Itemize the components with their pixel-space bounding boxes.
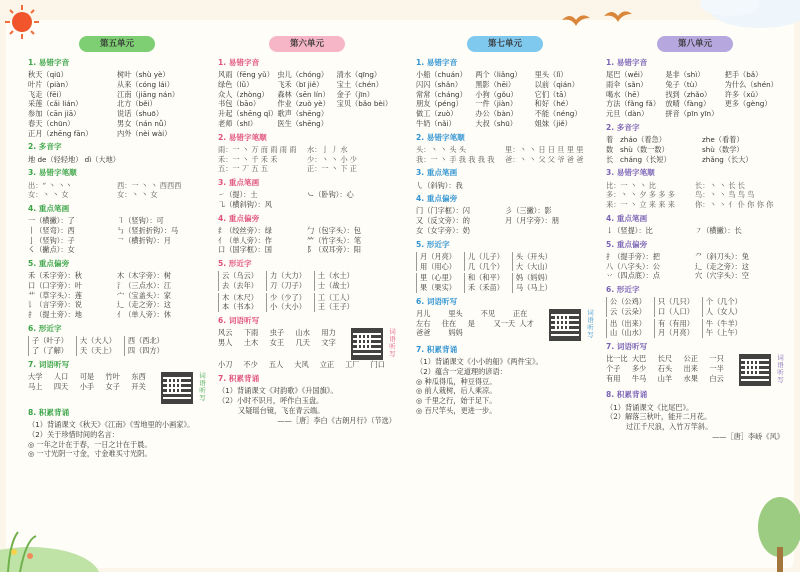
- stroke-order-row: 来：⼀ ⼂ 立 来 来 来 你：⼂ ⼂ 亻 仆 你 你 你: [606, 199, 774, 209]
- list-item: 艹（草字头）：莲 宀（宝盖头）：家: [28, 290, 171, 300]
- recite-line: （2）关于珍惜时间的名言：: [28, 429, 119, 439]
- recite-line: （1）背诵课文《小小的船》《两件宝》。: [416, 357, 543, 367]
- list-item: 个子 多少 石头 出来 一半: [606, 364, 724, 374]
- similar-char-groups: 出（出来） 山（山水） 有（有用） 月（月亮） 牛（牛羊） 午（上午）: [606, 319, 784, 338]
- verse-line: ◎ 一寸光阴一寸金，寸金难买寸光阴。: [28, 449, 152, 459]
- sun-icon: [4, 4, 40, 40]
- list-item: 又（反文旁）：的 月（月字旁）：朋: [416, 216, 559, 226]
- qr-code[interactable]: [161, 372, 193, 404]
- list-item: 升起（shēng qǐ） 歌声（shēng）: [218, 109, 329, 119]
- list-item: 秋天（qiū） 树叶（shù yè）: [28, 70, 170, 80]
- list-item: 丷（四点底）：点 穴（穴字头）：空: [606, 271, 749, 281]
- list-item: 风雨（fēng yǔ） 虫儿（chóng） 清水（qīng）: [218, 70, 382, 80]
- verse-line: ◎ 千里之行，始于足下。: [416, 396, 497, 406]
- unit-title: 第七单元: [467, 36, 543, 52]
- verse-line: ◎ 百尺竿头，更进一步。: [416, 405, 497, 415]
- list-item: 亅（竖钩）：子 ㇖（横折钩）：月: [28, 235, 171, 245]
- section-heading: 4. 重点偏旁: [218, 213, 260, 223]
- section-heading: 4. 重点偏旁: [416, 194, 458, 204]
- list-item: 方法（fǎng fǎ） 放晴（fàng） 更多（gèng）: [606, 99, 772, 109]
- section-heading: 2. 易错字笔顺: [218, 132, 267, 142]
- recite-line: （1）背诵课文《比尾巴》。: [606, 402, 694, 412]
- unit-6-column: [218, 36, 396, 556]
- list-item: 正月（zhēng fān） 内外（nèi wài）: [28, 128, 172, 138]
- list-item: 小船（chuán） 两个（liǎng） 里头（lǐ）: [416, 70, 568, 80]
- section-heading: 7. 词语听写: [28, 359, 70, 369]
- similar-char-groups: 公（公鸡） 云（云朵） 只（几只） 口（人口） 个（几个） 人（女人）: [606, 297, 784, 316]
- section-heading: 5. 形近字: [218, 259, 252, 269]
- list-item: 爸爸 妈妈: [416, 328, 463, 338]
- qr-code[interactable]: [739, 354, 771, 386]
- section-heading: 3. 重点笔画: [416, 168, 458, 178]
- poem-author: ——［唐］李白《古朗月行》（节选）: [277, 415, 396, 425]
- section-heading: 6. 形近字: [606, 285, 640, 295]
- section-heading: 1. 易错字音: [28, 58, 70, 67]
- section-heading: 7. 积累背诵: [416, 345, 458, 354]
- list-item: 老师（shī） 医生（shēng）: [218, 118, 328, 128]
- list-item: 纟（绞丝旁）：绿 勹（包字头）：包: [218, 225, 361, 235]
- list-item: 风云 下雨 虫子 山水 用力: [218, 328, 336, 338]
- recite-line: （1）背诵课文《对韵歌》《升国旗》。: [218, 386, 338, 396]
- qr-label: 词语听写: [388, 328, 396, 359]
- stroke-order-row: 比：⼀ ⼂ ⼂ 比 长：⼂ ⼂ 长 长: [606, 180, 745, 190]
- recite-line: （2）蕴含一定道理的谚语：: [416, 366, 507, 376]
- verse-line: 过江千尺浪，入竹万竿斜。: [626, 422, 713, 432]
- qr-code[interactable]: [549, 309, 581, 341]
- list-item: 月儿 里头 不见 正在: [416, 309, 528, 318]
- list-item: 闪闪（shǎn） 黑影（hēi） 以前（qián）: [416, 79, 579, 89]
- section-heading: 5. 形近字: [416, 239, 450, 249]
- list-item: 做工（zuò） 办公（bàn） 不能（néng）: [416, 109, 582, 119]
- stroke-order-row: 我：⼀ ⼂ 手 我 我 我 我 爸：⼂ ⼂ 父 父 爷 爸 爸: [416, 154, 584, 164]
- stroke-order-row: 禾：⼀ ⼂ 千 禾 禾 少：⼂ ⼂ 小 少: [218, 154, 357, 164]
- section-heading: 5. 重点偏旁: [28, 259, 70, 269]
- birds-icon: [558, 6, 638, 32]
- verse-line: 又疑瑶台镜，飞在青云端。: [238, 405, 325, 415]
- list-item: 飞走（fēi） 江南（jiāng nán）: [28, 89, 180, 99]
- section-heading: 8. 积累背诵: [28, 407, 70, 417]
- list-item: 大学 人口 可是 竹叶 东西: [28, 371, 146, 381]
- section-heading: 6. 词语听写: [416, 296, 458, 306]
- list-item: 讠（言字旁）：说 辶（走之旁）：这: [28, 300, 171, 310]
- list-item: 参加（cān jiā） 说话（shuō）: [28, 109, 164, 119]
- section-heading: 6. 词语听写: [218, 316, 260, 326]
- section-heading: 2. 多音字: [606, 122, 640, 132]
- stroke-order-row: 出：“ ⼂ ⼂⼂ 西：⼀ ⼂ ⼂ 西西西: [28, 180, 182, 190]
- section-heading: 1. 易错字音: [416, 58, 458, 67]
- section-heading: 1. 易错字音: [218, 58, 260, 67]
- list-item: ㇂（斜钩）：我: [416, 180, 463, 190]
- list-item: 女（女字旁）：奶: [416, 225, 470, 235]
- qr-label: 词语听写: [586, 309, 594, 339]
- poem-author: ——［唐］李峤《风》: [712, 431, 784, 441]
- list-item: 口（国字框）：国 阝（双耳旁）：阳: [218, 245, 361, 255]
- section-heading: 5. 重点偏旁: [606, 239, 648, 249]
- list-item: 常常（cháng） 小狗（gǒu） 它们（tā）: [416, 89, 571, 99]
- list-item: 叶片（piàn） 从来（cóng lái）: [28, 79, 174, 89]
- unit-title: 第六单元: [269, 36, 345, 52]
- unit-7-column: [416, 36, 594, 556]
- qr-code[interactable]: [351, 328, 383, 360]
- verse-line: （2）解落三秋叶，能开二月花。: [606, 412, 712, 422]
- list-item: ㇛（撇点）：女: [28, 245, 75, 255]
- list-item: ㇈（横斜钩）：风: [218, 199, 272, 209]
- verse-line: （2）小时不识月，呼作白玉盘。: [218, 396, 324, 406]
- similar-char-groups: 子（叶子） 了（了解） 大（大人） 天（天上） 西（西北） 四（四方）: [28, 336, 206, 355]
- list-item: 喝水（hē） 找到（zhǎo） 许多（xǔ）: [606, 89, 763, 99]
- stroke-order-row: 多：⼂ ⼂ 夕 多 多 多 鸟：⼂ ⼂ 鸟 鸟 鸟: [606, 190, 755, 200]
- list-item: 牛奶（nǎi） 大叔（shū） 姐妹（jiě）: [416, 118, 572, 128]
- list-item: 有用 牛马 山羊 水果 白云: [606, 373, 724, 383]
- unit-title: 第八单元: [657, 36, 733, 52]
- list-item: 尾巴（wěi） 是非（shì） 把手（bǎ）: [606, 70, 763, 80]
- recite-line: （1）背诵课文《秋天》《江南》《雪地里的小画家》。: [28, 420, 195, 430]
- similar-char-groups: 木（木尺） 本（书本） 少（少了） 小（大小） 工（工人） 王（王子）: [218, 293, 396, 312]
- section-heading: 7. 词语听写: [606, 342, 648, 352]
- list-item: 禾（禾字旁）：秋 木（木字旁）：树: [28, 271, 171, 281]
- unit-title: 第五单元: [79, 36, 155, 52]
- verse-line: ◎ 种瓜得瓜，种豆得豆。: [416, 376, 497, 386]
- list-item: 众人（zhòng） 森林（sēn lín） 金子（jīn）: [218, 89, 374, 99]
- qr-label: 词语听写: [776, 354, 784, 385]
- list-item: 口（口字旁）：叶 氵（三点水）：江: [28, 281, 171, 291]
- list-item: 左右 住在 是 又一天 人才: [416, 318, 534, 328]
- verse-line: ◎ 一年之计在于春，一日之计在于晨。: [28, 439, 152, 449]
- list-item: 男人 土木 女王 几天 文字: [218, 338, 336, 348]
- list-item: 比一比 大巴 长尺 公正 一只: [606, 354, 724, 364]
- section-heading: 3. 易错字笔顺: [606, 168, 655, 178]
- list-item: 长 cháng（长短） zhǎng（长大）: [606, 154, 753, 164]
- list-item: 书包（bāo） 作业（zuò yè） 宝贝（bǎo bèi）: [218, 99, 393, 109]
- section-heading: 3. 重点笔画: [218, 177, 260, 187]
- list-item: 门（门字框）：闪 彡（三撇）：影: [416, 206, 552, 216]
- section-heading: 4. 重点笔画: [28, 203, 70, 213]
- verse-line: ◎ 前人栽树，后人乘凉。: [416, 386, 497, 396]
- list-item: 采莲（cǎi lián） 北方（běi）: [28, 99, 157, 109]
- list-item: 亻（单人旁）：作 ⺮（竹字头）：笔: [218, 235, 361, 245]
- section-heading: 7. 积累背诵: [218, 374, 260, 384]
- section-heading: 4. 重点笔画: [606, 213, 648, 223]
- list-item: 朋友（péng） 一件（jiàn） 和好（hé）: [416, 99, 573, 109]
- unit-8-column: [606, 36, 784, 556]
- polyphone-line: 地 de（轻轻地） dì（大地）: [28, 154, 120, 164]
- list-item: 数 shù（数一数） shù（数学）: [606, 144, 744, 154]
- list-item: 丨（竖弯）：西 ㇉（竖折折钩）：马: [28, 225, 179, 235]
- stroke-order-row: 雨：⼀ ⼂ 万 而 雨 雨 雨 水：亅 ⼃ 水: [218, 144, 348, 154]
- pinyin-list: [28, 70, 206, 138]
- list-item: 绿色（lǜ） 飞禾（bī jiě） 宝土（chén）: [218, 79, 383, 89]
- similar-char-groups: 月（月亮） 用（用心） 儿（儿子） 几（几个） 头（开头） 大（大山）: [416, 252, 594, 271]
- list-item: 着 zháo（着急） zhe（看着）: [606, 135, 744, 145]
- list-item: 扌（提土旁）：地 亻（单人旁）：休: [28, 310, 171, 320]
- list-item: ㇙（竖提）：比 ㇇（横撇）：长: [606, 225, 742, 235]
- similar-char-groups: 里（心里） 果（果实） 和（和平） 禾（禾苗） 妈（妈妈） 马（马上）: [416, 273, 594, 292]
- section-heading: 2. 多音字: [28, 142, 62, 152]
- list-item: ㇀（提）：土 ㇃（卧钩）：心: [218, 190, 354, 200]
- list-item: 雨伞（sǎn） 兔子（tù） 为什么（shén）: [606, 79, 778, 89]
- list-item: 春天（chūn） 男女（nán nǚ）: [28, 118, 171, 128]
- list-item: 扌（提手旁）：把 ⺈（斜刀头）：兔: [606, 251, 749, 261]
- list-item: 八（八字头）：公 辶（走之旁）：这: [606, 261, 749, 271]
- list-item: 小刀 不少 五人 大风 立正 工厂 门口: [218, 360, 385, 370]
- list-item: 一（横撇）：了 ㇕（竖钩）：可: [28, 216, 164, 226]
- section-heading: 6. 形近字: [28, 323, 62, 333]
- section-heading: 1. 易错字音: [606, 58, 648, 67]
- unit-5-column: [28, 36, 206, 556]
- section-heading: 2. 易错字笔顺: [416, 132, 465, 142]
- stroke-order-row: 五：⼀ 丆 五 五 正：⼀ ⼂ 下 正: [218, 164, 357, 174]
- list-item: 马上 四天 小手 女子 开关: [28, 381, 146, 391]
- stroke-order-row: 女：⼂ ⼂ 女 女：⼂ ⼂ 女: [28, 190, 158, 200]
- stroke-order-row: 头：⼂ ⼂ 头 头 里：⼂ ⼂ 日 日 旦 里 里: [416, 144, 584, 154]
- section-heading: 3. 易错字笔顺: [28, 168, 77, 178]
- qr-label: 词语听写: [198, 371, 206, 402]
- list-item: 元旦（dàn） 拼音（pīn yīn）: [606, 109, 719, 119]
- similar-char-groups: 云（乌云） 去（去年） 力（大力） 刀（刀子） 土（水土） 士（战士）: [218, 271, 396, 290]
- section-heading: 8. 积累背诵: [606, 390, 648, 400]
